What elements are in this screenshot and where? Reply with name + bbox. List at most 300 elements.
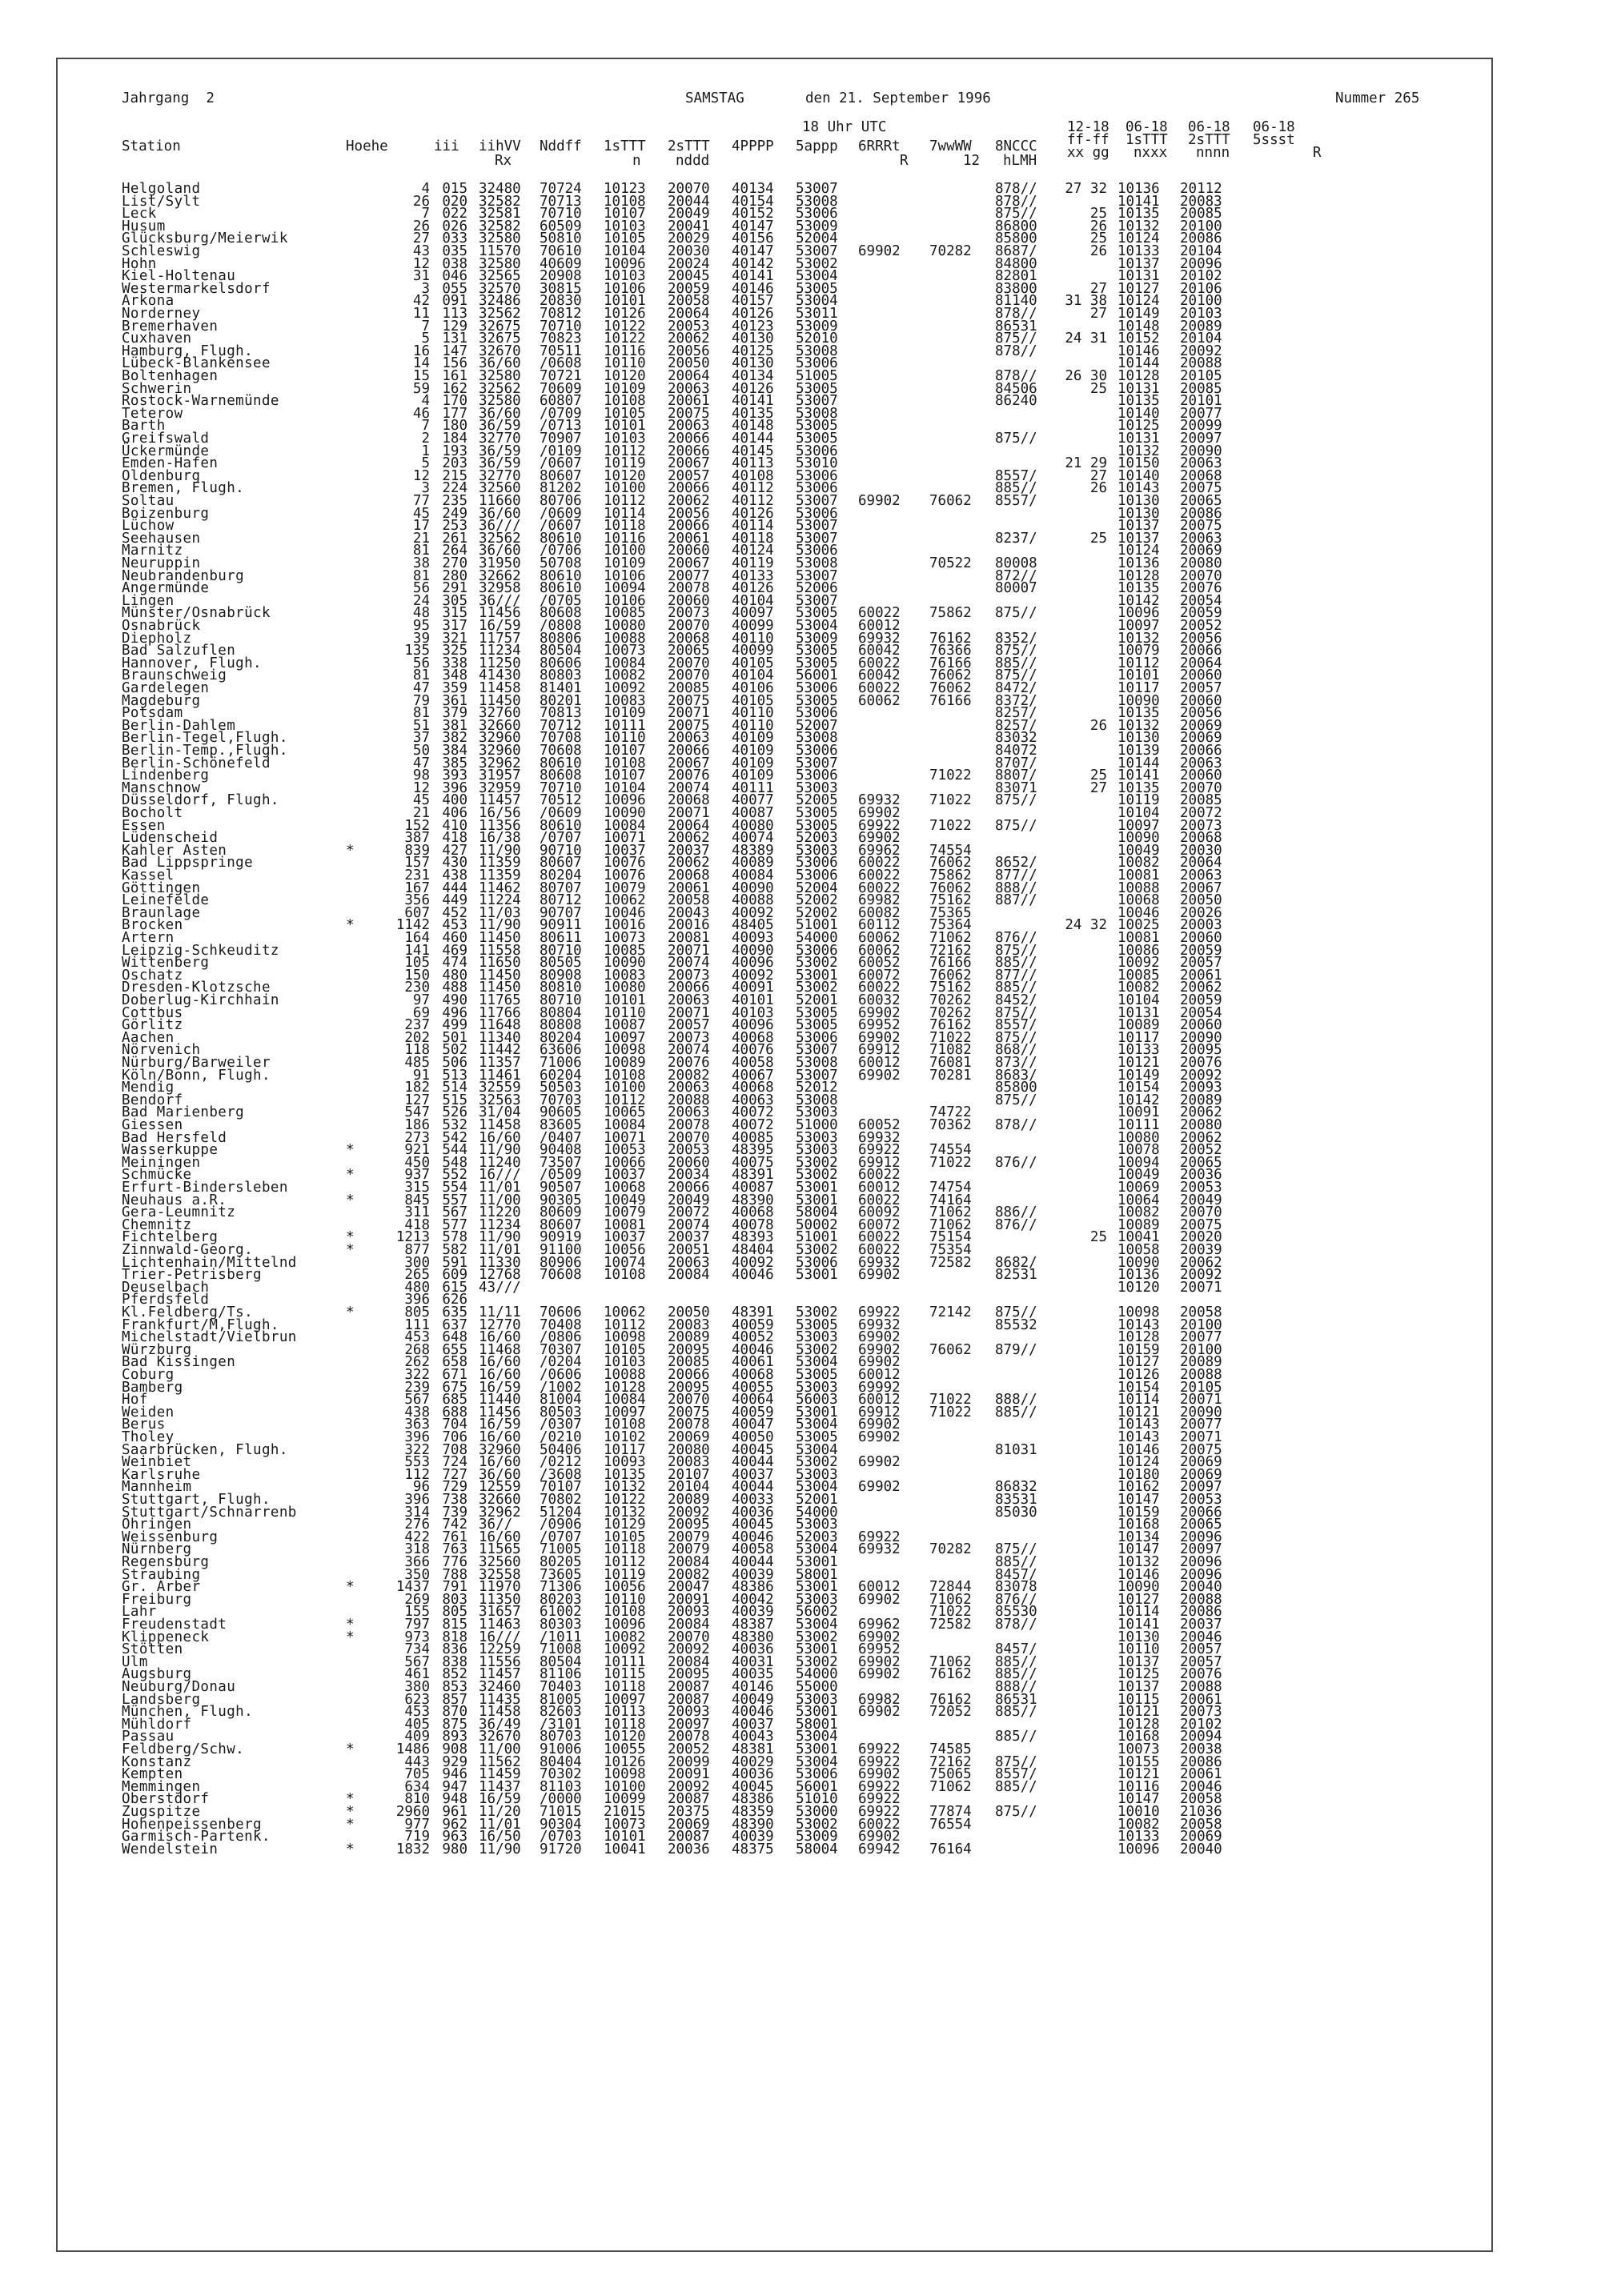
nddff-cell: 91100: [540, 1242, 582, 1258]
t1-cell: 10118: [604, 518, 646, 535]
nccc-cell: 8472/: [995, 680, 1037, 696]
s06-cell: 10141: [1117, 1617, 1160, 1633]
s18-cell: 20062: [1180, 1129, 1222, 1146]
hoehe-cell: 839: [404, 842, 430, 859]
pppp-cell: 40067: [732, 1067, 774, 1084]
pppp-cell: 40050: [732, 1429, 774, 1445]
wwww-cell: 75354: [929, 1242, 972, 1258]
s06-cell: 10096: [1117, 1841, 1160, 1857]
s18-cell: 20065: [1180, 1154, 1222, 1171]
t2-cell: 20077: [668, 567, 710, 584]
wwww-cell: 72582: [929, 1254, 972, 1271]
s06-cell: 10137: [1117, 255, 1160, 272]
iihvv-cell: 16///: [479, 1629, 521, 1645]
wwww-cell: 71022: [929, 767, 972, 784]
t1-cell: 10082: [604, 667, 646, 684]
station-name: Neubrandenburg: [122, 567, 245, 584]
rrrt-cell: 69922: [858, 1304, 901, 1320]
header-iihvv: iihVV: [479, 138, 521, 154]
appp-cell: 53002: [796, 1629, 838, 1645]
nccc-cell: 885//: [995, 1729, 1037, 1745]
pppp-cell: 40088: [732, 892, 774, 909]
t2-cell: 20071: [668, 805, 710, 821]
iihvv-cell: 11765: [479, 992, 521, 1008]
nddff-cell: 80810: [540, 980, 582, 996]
station-name: Mendig: [122, 1080, 175, 1096]
station-name: Aachen: [122, 1029, 175, 1046]
iii-cell: 393: [442, 767, 467, 784]
hoehe-cell: 105: [404, 955, 430, 972]
iii-cell: 382: [442, 730, 467, 747]
appp-cell: 53005: [796, 817, 838, 834]
station-name: Nörvenich: [122, 1042, 201, 1059]
appp-cell: 53006: [796, 543, 838, 559]
t2-cell: 20078: [668, 1729, 710, 1745]
iihvv-cell: 32580: [479, 368, 521, 384]
nccc-cell: 8557/: [995, 467, 1037, 484]
iihvv-cell: 32582: [479, 218, 521, 234]
pppp-cell: 48390: [732, 1192, 774, 1208]
station-name: Bremen, Flugh.: [122, 480, 245, 497]
nccc-cell: 875//: [995, 1029, 1037, 1046]
iii-cell: 776: [442, 1554, 467, 1570]
nccc-cell: 8257/: [995, 717, 1037, 734]
hoehe-cell: 157: [404, 855, 430, 872]
t1-cell: 10110: [604, 1004, 646, 1021]
nccc-cell: 878//: [995, 193, 1037, 210]
iihvv-cell: 16///: [479, 1167, 521, 1184]
pppp-cell: 40055: [732, 1379, 774, 1396]
pppp-cell: 40064: [732, 1392, 774, 1408]
header-s5: 5ssst: [1253, 132, 1295, 148]
nddff-cell: 60204: [540, 1067, 582, 1084]
t1-cell: 10122: [604, 331, 646, 347]
iii-cell: 453: [442, 917, 467, 934]
nccc-cell: 875//: [995, 1753, 1037, 1770]
iii-cell: 361: [442, 692, 467, 709]
station-name: Oberstdorf: [122, 1791, 210, 1808]
appp-cell: 52005: [796, 792, 838, 809]
nddff-cell: 70403: [540, 1679, 582, 1695]
nddff-cell: 70813: [540, 705, 582, 722]
nddff-cell: 60509: [540, 218, 582, 234]
t2-cell: 20037: [668, 1229, 710, 1246]
station-name: Osnabrück: [122, 618, 201, 634]
t2-cell: 20071: [668, 942, 710, 959]
pppp-cell: 48380: [732, 1629, 774, 1645]
pppp-cell: 40061: [732, 1354, 774, 1371]
pppp-cell: 48395: [732, 1142, 774, 1159]
t2-cell: 20036: [668, 1841, 710, 1857]
appp-cell: 52002: [796, 904, 838, 921]
t2-cell: 20062: [668, 493, 710, 509]
nddff-cell: 80505: [540, 955, 582, 972]
t2-cell: 20079: [668, 1529, 710, 1545]
pppp-cell: 48405: [732, 917, 774, 934]
appp-cell: 53001: [796, 1554, 838, 1570]
iihvv-cell: 11461: [479, 1067, 521, 1084]
iihvv-cell: 32580: [479, 393, 521, 410]
iii-cell: 706: [442, 1429, 467, 1445]
pppp-cell: 40036: [732, 1641, 774, 1658]
s06-cell: 10121: [1117, 1404, 1160, 1420]
iii-cell: 488: [442, 980, 467, 996]
nddff-cell: 91006: [540, 1741, 582, 1757]
s06-cell: 10124: [1117, 543, 1160, 559]
appp-cell: 53003: [796, 1466, 838, 1483]
t2-cell: 20063: [668, 380, 710, 397]
s18-cell: 20060: [1180, 1017, 1222, 1034]
t1-cell: 10041: [604, 1841, 646, 1857]
appp-cell: 52003: [796, 1529, 838, 1545]
hoehe-cell: 405: [404, 1716, 430, 1733]
iii-cell: 131: [442, 331, 467, 347]
t2-cell: 20051: [668, 1242, 710, 1258]
t1-cell: 10108: [604, 1416, 646, 1433]
s18-cell: 20086: [1180, 230, 1222, 247]
hoehe-cell: 150: [404, 967, 430, 984]
appp-cell: 53003: [796, 1379, 838, 1396]
nccc-cell: 85800: [995, 230, 1037, 247]
station-name: Barth: [122, 418, 166, 435]
nddff-cell: 80611: [540, 930, 582, 946]
hoehe-cell: 387: [404, 830, 430, 847]
hoehe-cell: 1437: [395, 1579, 430, 1596]
station-name: Lichtenhain/Mittelnd: [122, 1254, 297, 1271]
hoehe-cell: 2960: [395, 1804, 430, 1820]
rrrt-cell: 69932: [858, 1541, 901, 1558]
wwww-cell: 76162: [929, 630, 972, 647]
nccc-cell: 885//: [995, 1404, 1037, 1420]
appp-cell: 53004: [796, 268, 838, 285]
t1-cell: 10046: [604, 904, 646, 921]
s18-cell: 20075: [1180, 480, 1222, 497]
s06-cell: 10152: [1117, 331, 1160, 347]
pppp-cell: 40133: [732, 567, 774, 584]
nddff-cell: 50406: [540, 1441, 582, 1458]
t1-cell: 10112: [604, 1092, 646, 1108]
appp-cell: 53004: [796, 1729, 838, 1745]
appp-cell: 53004: [796, 1416, 838, 1433]
s18-cell: 20083: [1180, 193, 1222, 210]
nccc-cell: 876//: [995, 1216, 1037, 1233]
s06-cell: 10135: [1117, 705, 1160, 722]
nccc-cell: 875//: [995, 1092, 1037, 1108]
t1-cell: 10118: [604, 1679, 646, 1695]
pppp-cell: 40029: [732, 1753, 774, 1770]
t1-cell: 10062: [604, 892, 646, 909]
header-2sttt-sub: nddd: [676, 153, 710, 169]
s18-cell: 20054: [1180, 1004, 1222, 1021]
station-name: Gera-Leumnitz: [122, 1204, 236, 1221]
t2-cell: 20087: [668, 1791, 710, 1808]
iihvv-cell: 11766: [479, 1004, 521, 1021]
rrrt-cell: 69962: [858, 842, 901, 859]
rrrt-cell: 60032: [858, 992, 901, 1008]
s06-cell: 10143: [1117, 480, 1160, 497]
s18-cell: 20063: [1180, 868, 1222, 884]
wwww-cell: 71062: [929, 1778, 972, 1795]
t1-cell: 10112: [604, 1554, 646, 1570]
t1-cell: 10100: [604, 543, 646, 559]
t2-cell: 20087: [668, 1679, 710, 1695]
iihvv-cell: 11356: [479, 817, 521, 834]
s18-cell: 20080: [1180, 1117, 1222, 1133]
s18-cell: 20046: [1180, 1778, 1222, 1795]
wwww-cell: 71062: [929, 1216, 972, 1233]
nccc-cell: 873//: [995, 1055, 1037, 1071]
t1-cell: 10056: [604, 1579, 646, 1596]
mountain-marker: *: [346, 1167, 355, 1184]
s18-cell: 20097: [1180, 431, 1222, 447]
iihvv-cell: 32581: [479, 206, 521, 222]
pppp-cell: 40113: [732, 455, 774, 472]
t1-cell: 10123: [604, 181, 646, 197]
pppp-cell: 40046: [732, 1341, 774, 1358]
iihvv-cell: 11/01: [479, 1816, 521, 1833]
hoehe-cell: 418: [404, 1216, 430, 1233]
iihvv-cell: 32760: [479, 705, 521, 722]
nddff-cell: 80710: [540, 992, 582, 1008]
pppp-cell: 40147: [732, 243, 774, 259]
s18-cell: 20066: [1180, 643, 1222, 659]
header-s5-range: 06-18: [1253, 119, 1295, 135]
t2-cell: 20024: [668, 255, 710, 272]
nccc-cell: 888//: [995, 1679, 1037, 1695]
s06-cell: 10058: [1117, 1242, 1160, 1258]
s18-cell: 20094: [1180, 1729, 1222, 1745]
t1-cell: 10112: [604, 493, 646, 509]
pppp-cell: 40042: [732, 1591, 774, 1608]
hoehe-cell: 322: [404, 1441, 430, 1458]
nddff-cell: 80204: [540, 1029, 582, 1046]
station-name: Leck: [122, 206, 157, 222]
pppp-cell: 40052: [732, 1329, 774, 1346]
iihvv-cell: 16/59: [479, 1791, 521, 1808]
header-4pppp: 4PPPP: [732, 138, 774, 154]
wwww-cell: 71062: [929, 1204, 972, 1221]
s18-cell: 20052: [1180, 1142, 1222, 1159]
station-name: Bremerhaven: [122, 318, 219, 335]
rrrt-cell: 69902: [858, 1704, 901, 1721]
s18-cell: 20059: [1180, 942, 1222, 959]
t2-cell: 20095: [668, 1517, 710, 1533]
pppp-cell: 40047: [732, 1416, 774, 1433]
s06-cell: 10049: [1117, 1167, 1160, 1184]
rrrt-cell: 69902: [858, 830, 901, 847]
nddff-cell: 80712: [540, 892, 582, 909]
s06-cell: 10114: [1117, 1604, 1160, 1621]
station-name: Köln/Bonn, Flugh.: [122, 1067, 271, 1084]
s06-cell: 10091: [1117, 1104, 1160, 1121]
s18-cell: 20077: [1180, 1329, 1222, 1346]
nccc-cell: 8257/: [995, 705, 1037, 722]
nddff-cell: 71306: [540, 1579, 582, 1596]
nccc-cell: 875//: [995, 1541, 1037, 1558]
mountain-marker: *: [346, 1629, 355, 1645]
appp-cell: 53004: [796, 1479, 838, 1496]
station-name: Konstanz: [122, 1753, 192, 1770]
t1-cell: 10110: [604, 1591, 646, 1608]
nccc-cell: 84800: [995, 255, 1037, 272]
iihvv-cell: 32959: [479, 779, 521, 796]
s06-cell: 10135: [1117, 779, 1160, 796]
nddff-cell: 80808: [540, 1017, 582, 1034]
appp-cell: 53009: [796, 218, 838, 234]
pppp-cell: 40111: [732, 779, 774, 796]
s18-cell: 20106: [1180, 280, 1222, 297]
nddff-cell: 80504: [540, 1653, 582, 1670]
iii-cell: 315: [442, 605, 467, 622]
s06-cell: 10128: [1117, 368, 1160, 384]
iihvv-cell: 32460: [479, 1679, 521, 1695]
t1-cell: 10122: [604, 1492, 646, 1508]
t1-cell: 10074: [604, 1254, 646, 1271]
header-1sttt: 1sTTT: [604, 138, 646, 154]
iii-cell: 430: [442, 855, 467, 872]
nddff-cell: 70907: [540, 431, 582, 447]
pppp-cell: 40046: [732, 1529, 774, 1545]
t1-cell: 10082: [604, 1629, 646, 1645]
iii-cell: 582: [442, 1242, 467, 1258]
nddff-cell: 80504: [540, 643, 582, 659]
t2-cell: 20063: [668, 992, 710, 1008]
pppp-cell: 40110: [732, 717, 774, 734]
iii-cell: 742: [442, 1517, 467, 1533]
pppp-cell: 40130: [732, 331, 774, 347]
t2-cell: 20064: [668, 368, 710, 384]
iii-cell: 193: [442, 443, 467, 459]
iihvv-cell: 32960: [479, 1441, 521, 1458]
appp-cell: 53002: [796, 1154, 838, 1171]
t1-cell: 10098: [604, 1766, 646, 1783]
nddff-cell: 71006: [540, 1055, 582, 1071]
station-name: Ulm: [122, 1653, 148, 1670]
rrrt-cell: 69922: [858, 1804, 901, 1820]
s18-cell: 20070: [1180, 779, 1222, 796]
t2-cell: 20063: [668, 1254, 710, 1271]
appp-cell: 53008: [796, 730, 838, 747]
iihvv-cell: 32580: [479, 230, 521, 247]
hoehe-cell: 567: [404, 1653, 430, 1670]
t2-cell: 20073: [668, 967, 710, 984]
iihvv-cell: 11440: [479, 1392, 521, 1408]
iii-cell: 379: [442, 705, 467, 722]
s18-cell: 20100: [1180, 1316, 1222, 1333]
appp-cell: 53001: [796, 1180, 838, 1196]
hoehe-cell: 202: [404, 1029, 430, 1046]
rrrt-cell: 60072: [858, 1216, 901, 1233]
nddff-cell: 80707: [540, 880, 582, 896]
appp-cell: 51001: [796, 1229, 838, 1246]
nddff-cell: 80503: [540, 1404, 582, 1420]
station-name: Schmücke: [122, 1167, 192, 1184]
pppp-cell: 40096: [732, 1017, 774, 1034]
nddff-cell: 81004: [540, 1392, 582, 1408]
iii-cell: 946: [442, 1766, 467, 1783]
appp-cell: 53008: [796, 1055, 838, 1071]
nddff-cell: 80806: [540, 630, 582, 647]
s18-cell: 20061: [1180, 1766, 1222, 1783]
s06-cell: 10162: [1117, 1479, 1160, 1496]
iii-cell: 870: [442, 1704, 467, 1721]
s18-cell: 20069: [1180, 1829, 1222, 1845]
iii-cell: 577: [442, 1216, 467, 1233]
s06-cell: 10115: [1117, 1691, 1160, 1708]
iihvv-cell: 16/59: [479, 1379, 521, 1396]
iii-cell: 474: [442, 955, 467, 972]
s18-cell: 20101: [1180, 393, 1222, 410]
nccc-cell: 8457/: [995, 1641, 1037, 1658]
s06-cell: 10132: [1117, 218, 1160, 234]
s06-cell: 10125: [1117, 1666, 1160, 1683]
s06-cell: 10134: [1117, 1529, 1160, 1545]
iii-cell: 203: [442, 455, 467, 472]
rrrt-cell: 69902: [858, 1829, 901, 1845]
t1-cell: 10056: [604, 1242, 646, 1258]
pppp-cell: 40146: [732, 280, 774, 297]
iihvv-cell: 12768: [479, 1267, 521, 1284]
s18-cell: 20053: [1180, 1180, 1222, 1196]
pppp-cell: 40068: [732, 1204, 774, 1221]
iii-cell: 852: [442, 1666, 467, 1683]
iihvv-cell: 11359: [479, 855, 521, 872]
iihvv-cell: 32960: [479, 743, 521, 759]
nddff-cell: 70721: [540, 368, 582, 384]
station-name: Manschnow: [122, 779, 201, 796]
s06-cell: 10139: [1117, 743, 1160, 759]
iii-cell: 671: [442, 1367, 467, 1383]
appp-cell: 58004: [796, 1841, 838, 1857]
s06-cell: 10121: [1117, 1766, 1160, 1783]
mountain-marker: *: [346, 1816, 355, 1833]
t2-cell: 20063: [668, 1104, 710, 1121]
pppp-cell: 40110: [732, 705, 774, 722]
t2-cell: 20050: [668, 1304, 710, 1320]
table-row: [122, 1841, 1322, 1857]
iihvv-cell: 16/50: [479, 1829, 521, 1845]
appp-cell: 52010: [796, 331, 838, 347]
t2-cell: 20058: [668, 293, 710, 310]
t2-cell: 20061: [668, 880, 710, 896]
t1-cell: 10088: [604, 1367, 646, 1383]
nddff-cell: 81103: [540, 1778, 582, 1795]
t1-cell: 10132: [604, 1504, 646, 1521]
iii-cell: 857: [442, 1691, 467, 1708]
nccc-cell: 83071: [995, 779, 1037, 796]
rrrt-cell: 60022: [858, 605, 901, 622]
t1-cell: 10096: [604, 1617, 646, 1633]
nccc-cell: 85800: [995, 1080, 1037, 1096]
iihvv-cell: 11648: [479, 1017, 521, 1034]
pppp-cell: 40092: [732, 1254, 774, 1271]
t2-cell: 20084: [668, 1617, 710, 1633]
t2-cell: 20056: [668, 505, 710, 522]
hoehe-cell: 12: [412, 255, 430, 272]
nccc-cell: 8237/: [995, 530, 1037, 547]
wwww-cell: 75162: [929, 892, 972, 909]
s06-cell: 10088: [1117, 880, 1160, 896]
iii-cell: 177: [442, 405, 467, 422]
s06-cell: 10132: [1117, 443, 1160, 459]
ff-cell: 25: [1089, 380, 1107, 397]
wwww-cell: 71062: [929, 1653, 972, 1670]
hoehe-cell: 45: [412, 505, 430, 522]
header-ff-sub: xx gg: [1067, 145, 1109, 161]
iihvv-cell: 31957: [479, 767, 521, 784]
s06-cell: 10128: [1117, 1716, 1160, 1733]
ff-cell: 27: [1089, 306, 1107, 322]
